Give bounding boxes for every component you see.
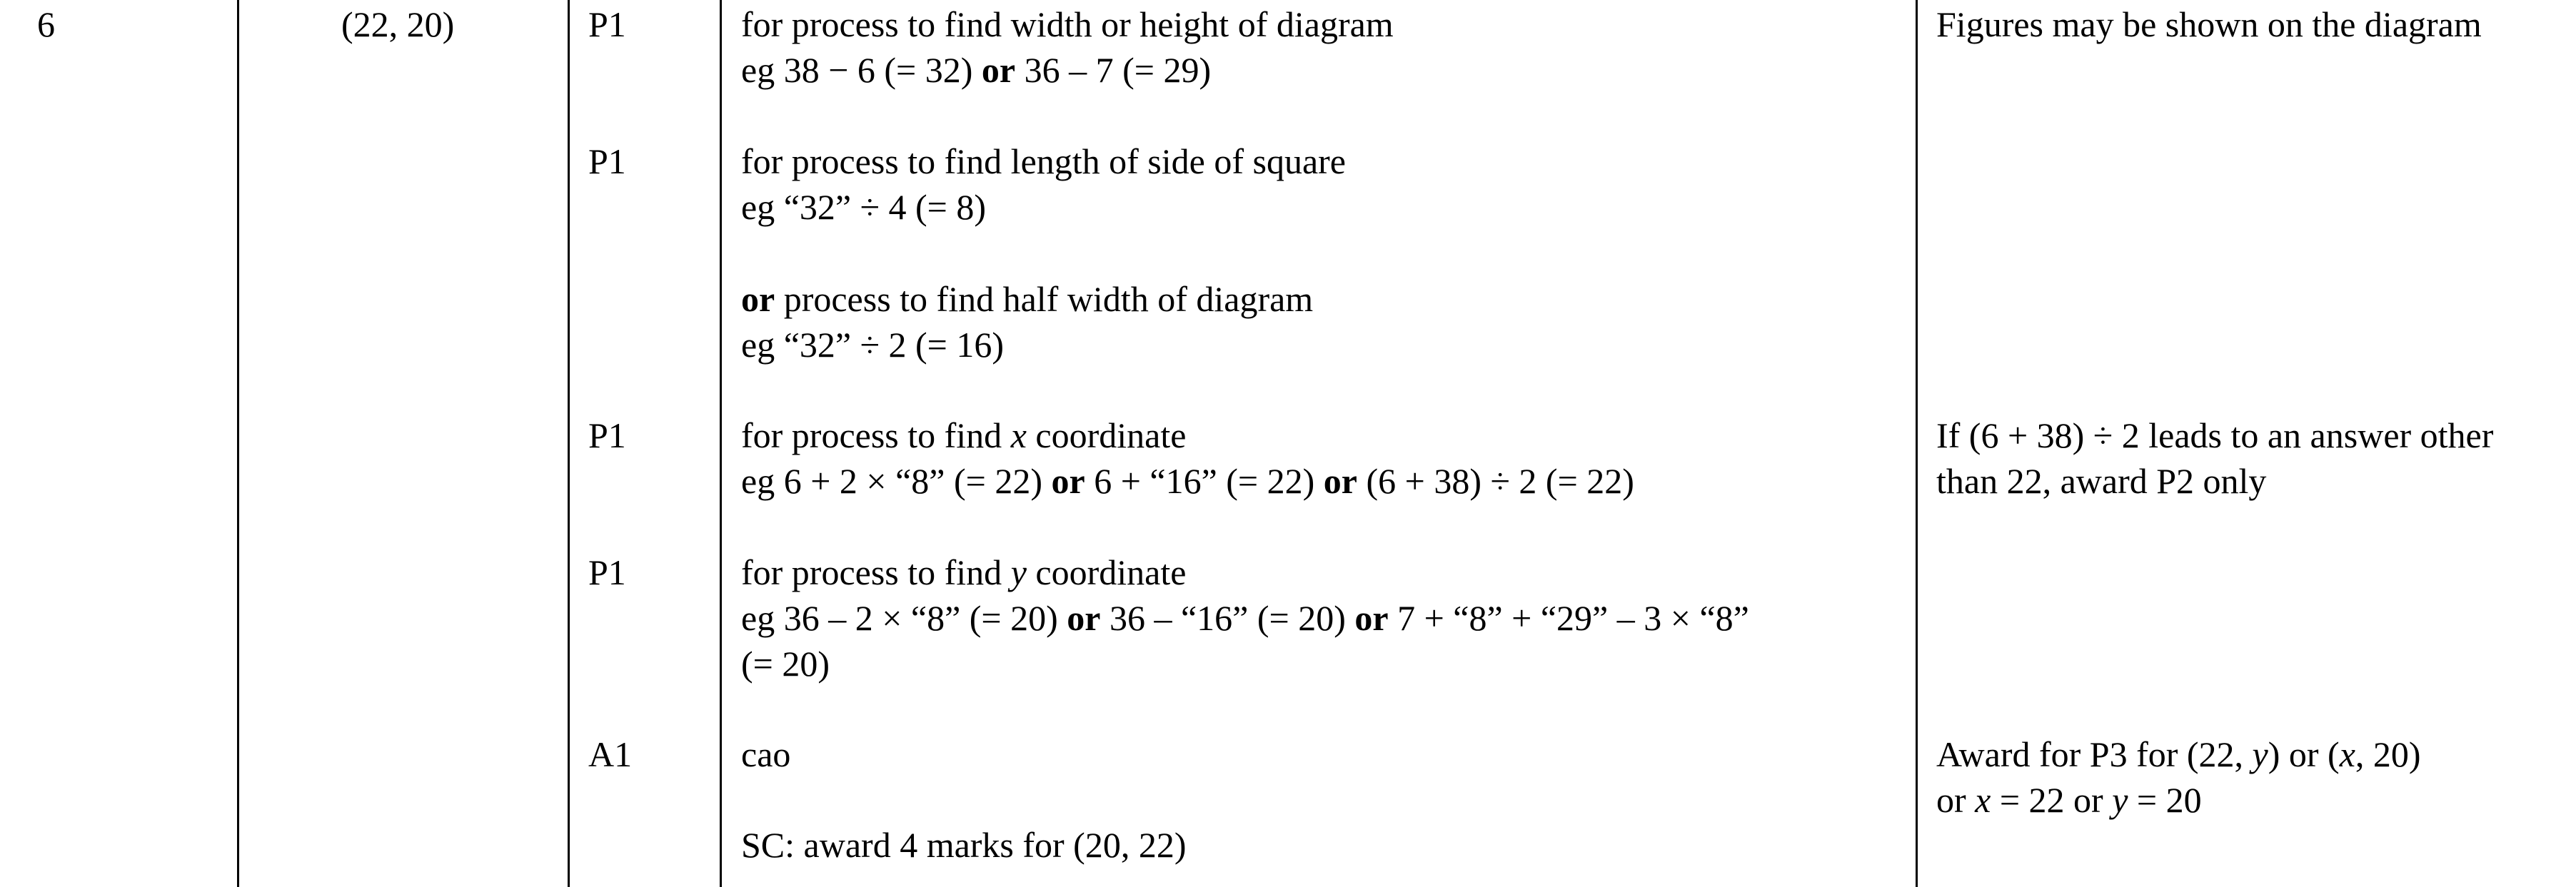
text-line xyxy=(741,549,1749,595)
text-line xyxy=(741,822,1187,868)
text-line xyxy=(741,458,1634,504)
text-run: for process to find xyxy=(741,552,1011,592)
text-line xyxy=(741,47,1394,93)
question-number: 6 xyxy=(37,4,55,44)
text-run: = 22 or xyxy=(1991,780,2113,820)
math-variable: x xyxy=(1975,780,1991,820)
text-run: 36 – “16” (= 20) xyxy=(1100,598,1355,638)
text-line xyxy=(741,322,1313,368)
math-variable: y xyxy=(2112,780,2128,820)
text-line xyxy=(741,595,1749,641)
additional-guidance xyxy=(1936,412,2493,504)
text-line xyxy=(1936,412,2493,458)
mark-code: P1 xyxy=(588,552,626,592)
text-run: than 22, award P2 only xyxy=(1936,461,2267,501)
text-run: for process to find xyxy=(741,415,1011,455)
guidance-block xyxy=(741,276,1313,368)
text-line xyxy=(1936,1,2482,47)
text-run: Figures may be shown on the diagram xyxy=(1936,4,2482,44)
guidance-block xyxy=(741,822,1187,868)
guidance-block xyxy=(741,549,1749,686)
text-line xyxy=(741,138,1346,184)
text-run: eg “32” ÷ 2 (= 16) xyxy=(741,325,1005,365)
text-run: SC: award 4 marks for (20, 22) xyxy=(741,825,1187,865)
text-run: for process to find width or height of diagram xyxy=(741,4,1394,44)
text-line xyxy=(1936,731,2421,777)
math-variable: x xyxy=(2339,734,2355,774)
mark-code: P1 xyxy=(588,4,626,44)
guidance-block xyxy=(741,731,790,777)
text-run: (= 20) xyxy=(741,644,830,684)
bold-keyword: or xyxy=(1323,461,1357,501)
text-line xyxy=(741,1,1394,47)
text-line xyxy=(741,731,790,777)
column-divider-2 xyxy=(568,0,570,887)
text-line xyxy=(741,641,1749,686)
guidance-block xyxy=(741,1,1394,93)
text-line xyxy=(741,276,1313,322)
text-line xyxy=(741,412,1634,458)
text-run: coordinate xyxy=(1026,552,1187,592)
column-divider-1 xyxy=(237,0,239,887)
text-run: eg 38 − 6 (= 32) xyxy=(741,50,982,90)
additional-guidance xyxy=(1936,731,2421,823)
mark-code: P1 xyxy=(588,141,626,181)
text-run: 7 + “8” + “29” – 3 × “8” xyxy=(1388,598,1749,638)
column-divider-3 xyxy=(720,0,722,887)
text-run: eg “32” ÷ 4 (= 8) xyxy=(741,187,987,227)
text-run: Award for P3 for (22, xyxy=(1936,734,2253,774)
text-run: or xyxy=(1936,780,1976,820)
answer: (22, 20) xyxy=(341,4,455,44)
mark-code: A1 xyxy=(588,734,633,774)
text-run: = 20 xyxy=(2128,780,2202,820)
guidance-block xyxy=(741,412,1634,504)
math-variable: x xyxy=(1010,415,1027,455)
mark-code: P1 xyxy=(588,415,626,455)
text-run: , 20) xyxy=(2355,734,2421,774)
bold-keyword: or xyxy=(981,50,1016,90)
text-run: ) or ( xyxy=(2268,734,2340,774)
text-run: coordinate xyxy=(1026,415,1187,455)
text-run: process to find half width of diagram xyxy=(775,279,1314,319)
bold-keyword: or xyxy=(1067,598,1101,638)
text-run: (6 + 38) ÷ 2 (= 22) xyxy=(1357,461,1634,501)
guidance-block xyxy=(741,138,1346,230)
bold-keyword: or xyxy=(1051,461,1085,501)
column-divider-4 xyxy=(1916,0,1918,887)
text-run: cao xyxy=(741,734,791,774)
bold-keyword: or xyxy=(1354,598,1389,638)
text-run: 36 – 7 (= 29) xyxy=(1015,50,1212,90)
bold-keyword: or xyxy=(741,279,775,319)
text-run: for process to find length of side of square xyxy=(741,141,1346,181)
math-variable: y xyxy=(1010,552,1027,592)
math-variable: y xyxy=(2252,734,2268,774)
additional-guidance xyxy=(1936,1,2482,47)
text-line xyxy=(1936,777,2421,823)
text-run: eg 6 + 2 × “8” (= 22) xyxy=(741,461,1052,501)
text-run: 6 + “16” (= 22) xyxy=(1085,461,1324,501)
text-line xyxy=(741,184,1346,230)
text-run: If (6 + 38) ÷ 2 leads to an answer other xyxy=(1936,415,2494,455)
text-line xyxy=(1936,458,2493,504)
text-run: eg 36 – 2 × “8” (= 20) xyxy=(741,598,1067,638)
